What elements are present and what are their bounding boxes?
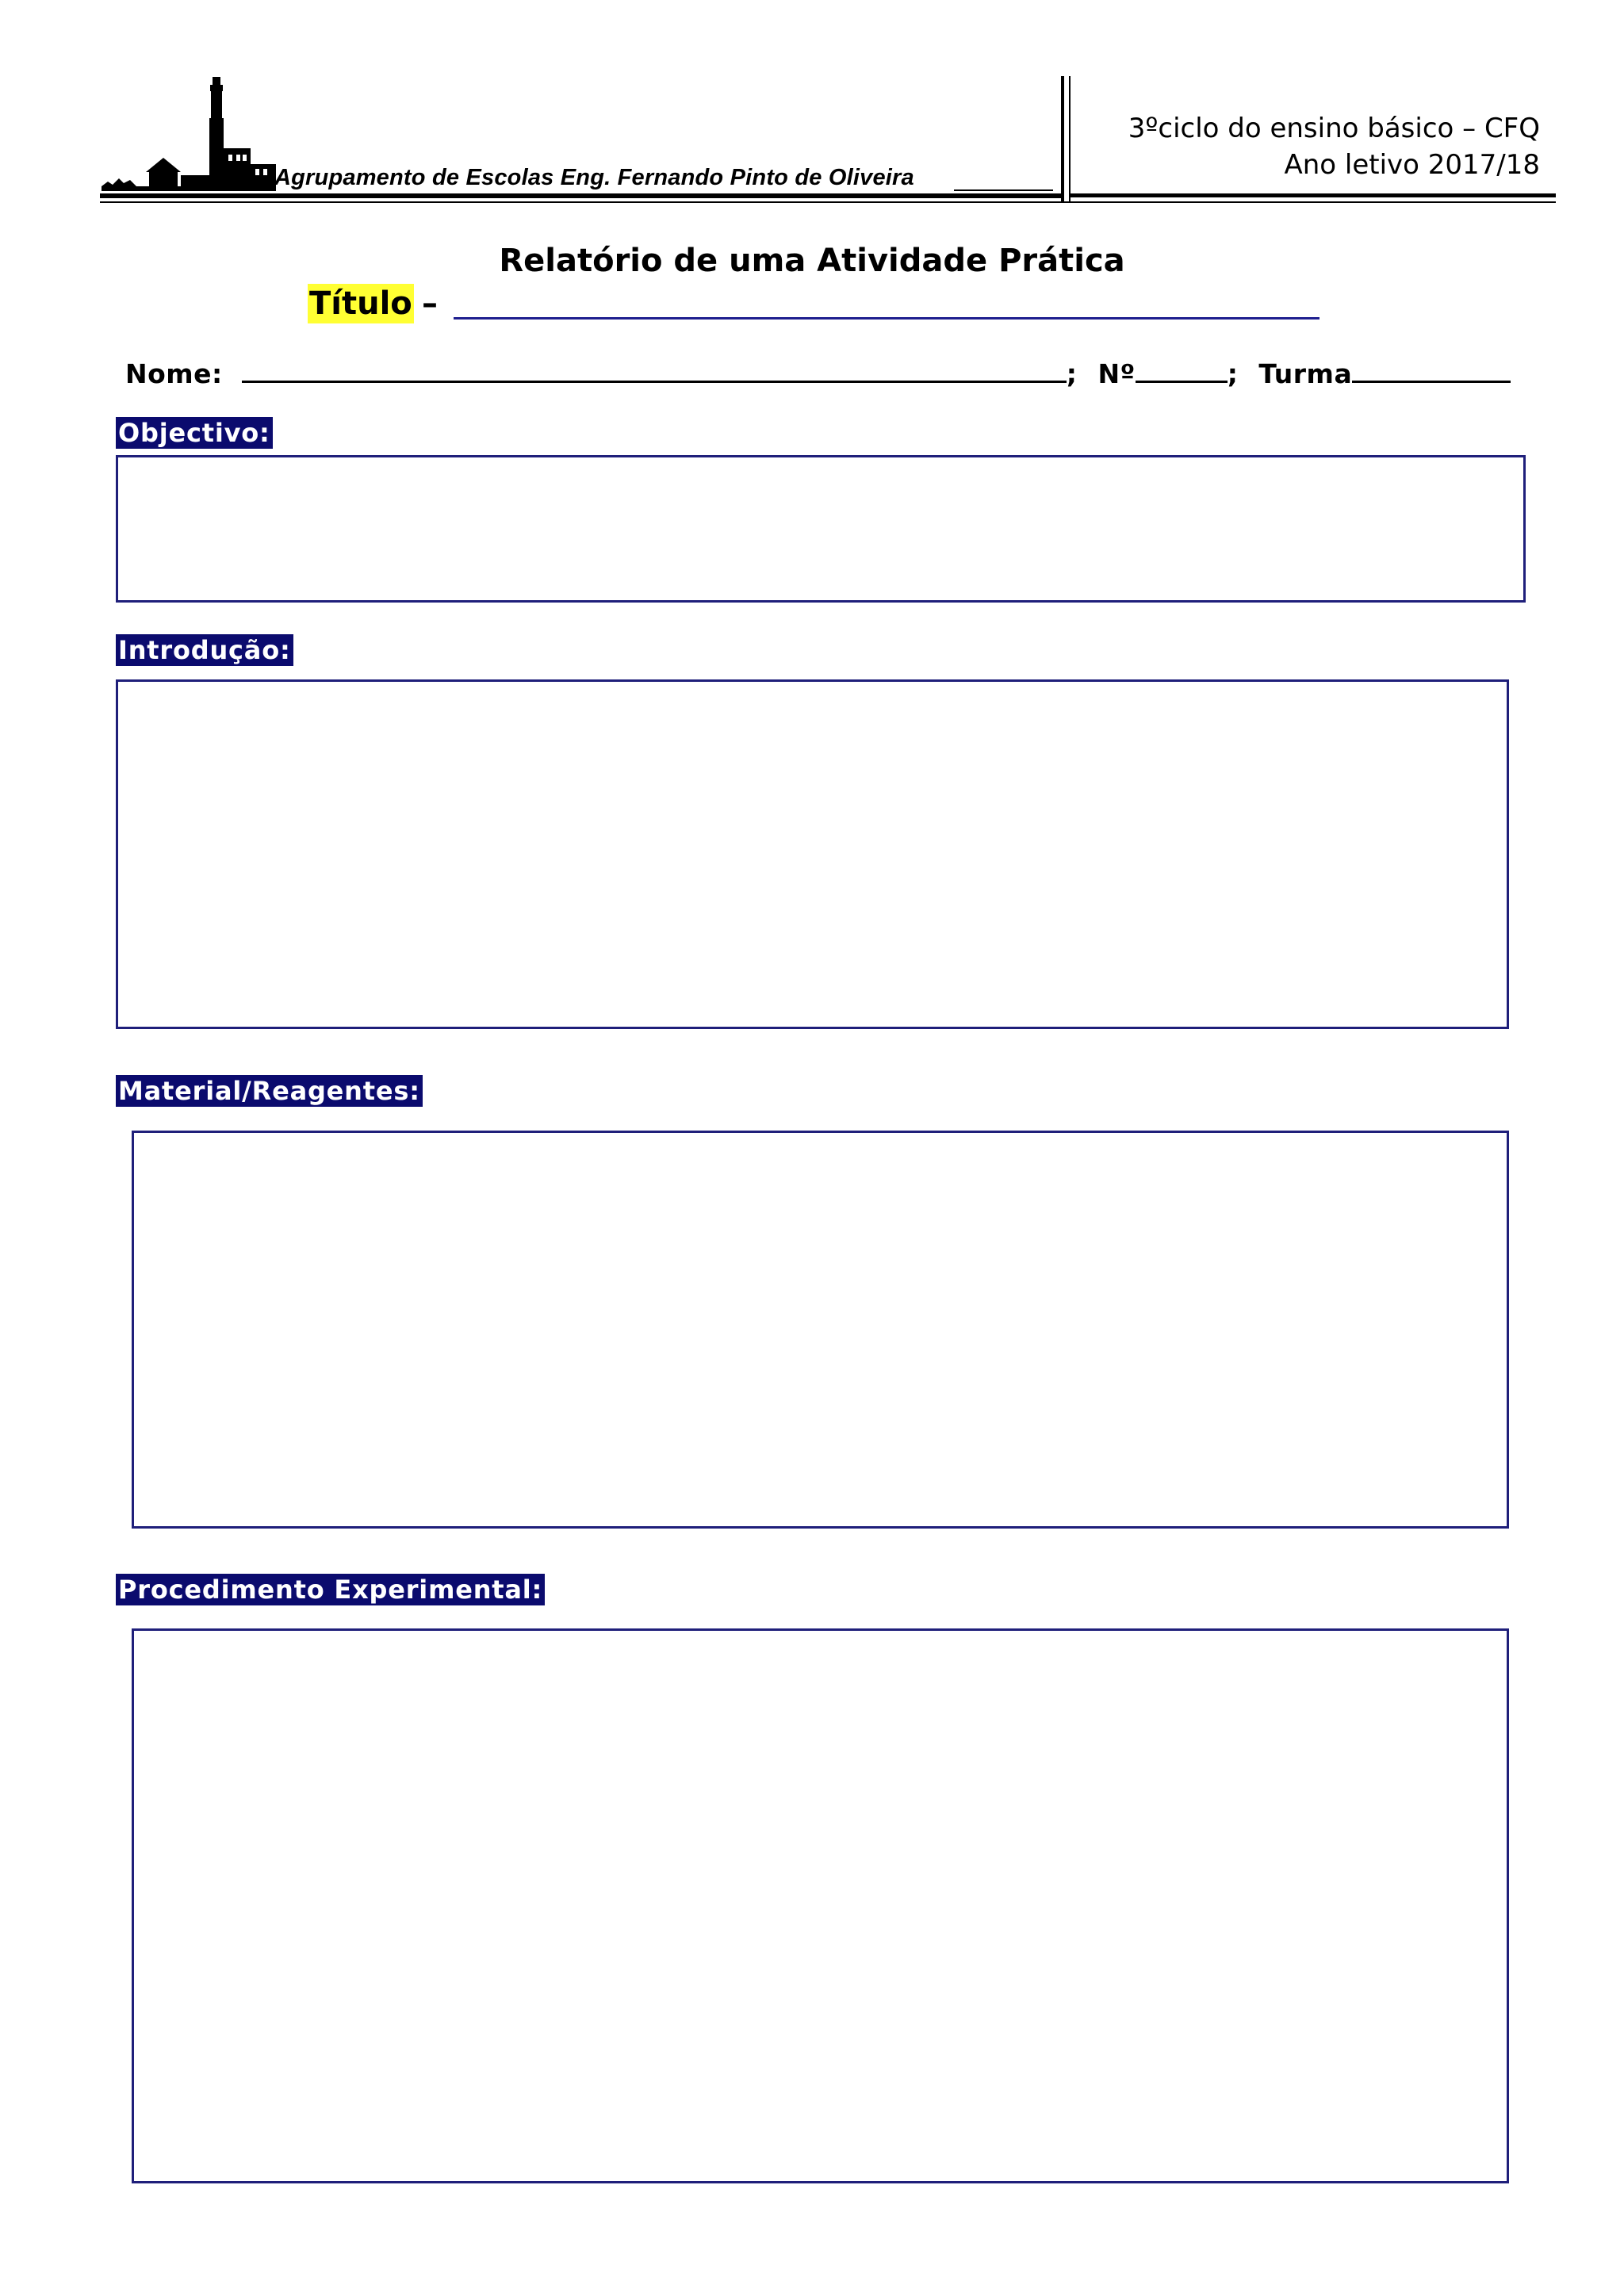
title-field[interactable]: [454, 317, 1320, 320]
number-label: Nº: [1097, 358, 1136, 389]
number-separator: ;: [1066, 358, 1078, 389]
number-field[interactable]: [1136, 358, 1228, 383]
section-label-procedure: Procedimento Experimental:: [116, 1574, 545, 1605]
procedure-box[interactable]: [132, 1628, 1509, 2183]
class-field[interactable]: [1352, 358, 1511, 383]
school-year-text: Ano letivo 2017/18: [1284, 149, 1540, 181]
objective-box[interactable]: [116, 455, 1526, 603]
name-label: Nome:: [125, 358, 223, 389]
section-label-materials: Material/Reagentes:: [116, 1075, 423, 1107]
cycle-text: 3ºciclo do ensino básico – CFQ: [1128, 113, 1540, 144]
header-divider-thin: [1069, 76, 1071, 201]
class-separator: ;: [1227, 358, 1239, 389]
header-rule-right: [1071, 193, 1556, 197]
school-name: Agrupamento de Escolas Eng. Fernando Pinto de Oliveira: [274, 165, 914, 190]
section-label-objective: Objectivo:: [116, 417, 273, 449]
section-label-introduction: Introdução:: [116, 634, 293, 666]
materials-box[interactable]: [132, 1131, 1509, 1529]
class-label: Turma: [1258, 358, 1353, 389]
introduction-box[interactable]: [116, 679, 1509, 1029]
student-info-row: [125, 358, 1511, 389]
title-dash: –: [422, 285, 438, 322]
name-field[interactable]: [242, 358, 1067, 383]
school-name-underline: [954, 189, 1053, 191]
header-divider: [1061, 76, 1064, 201]
header-rule: [100, 193, 1063, 198]
title-label: Título: [309, 285, 412, 322]
header-rule-thin: [100, 201, 1556, 203]
lighthouse-icon: [102, 75, 276, 196]
report-title: Relatório de uma Atividade Prática: [499, 243, 1125, 279]
